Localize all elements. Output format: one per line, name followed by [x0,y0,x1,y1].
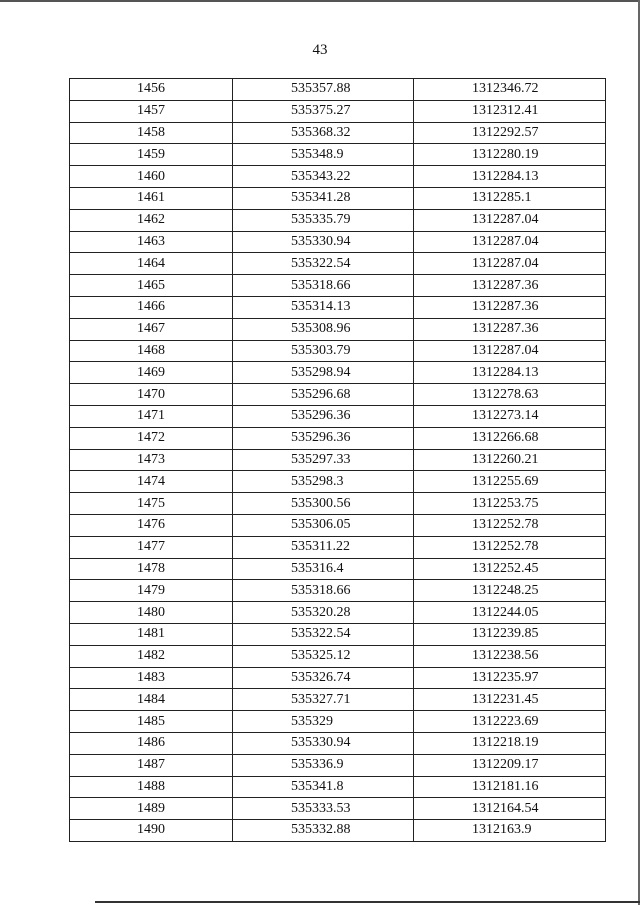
x-coordinate-cell: 535330.94 [233,231,414,253]
x-coordinate-cell: 535296.36 [233,427,414,449]
table-row [70,602,606,624]
point-number-cell: 1469 [70,362,233,384]
page-number: 43 [312,42,328,58]
point-number-cell: 1474 [70,471,233,493]
x-coordinate-cell: 535316.4 [233,558,414,580]
point-number-cell: 1477 [70,536,233,558]
point-number-cell: 1465 [70,275,233,297]
point-number-cell: 1473 [70,449,233,471]
point-number-cell: 1461 [70,187,233,209]
point-number-cell: 1464 [70,253,233,275]
x-coordinate-cell: 535341.28 [233,187,414,209]
table-row [70,209,606,231]
x-coordinate-cell: 535308.96 [233,318,414,340]
point-number-cell: 1456 [70,79,233,101]
y-coordinate-cell: 1312260.21 [414,449,606,471]
y-coordinate-cell: 1312284.13 [414,362,606,384]
x-coordinate-cell: 535303.79 [233,340,414,362]
point-number-cell: 1480 [70,602,233,624]
table-row [70,514,606,536]
table-row [70,384,606,406]
point-number-cell: 1488 [70,776,233,798]
y-coordinate-cell: 1312284.13 [414,166,606,188]
y-coordinate-cell: 1312163.9 [414,820,606,842]
y-coordinate-cell: 1312255.69 [414,471,606,493]
y-coordinate-cell: 1312164.54 [414,798,606,820]
point-number-cell: 1466 [70,296,233,318]
y-coordinate-cell: 1312252.78 [414,536,606,558]
point-number-cell: 1459 [70,144,233,166]
x-coordinate-cell: 535325.12 [233,645,414,667]
point-number-cell: 1483 [70,667,233,689]
x-coordinate-cell: 535298.3 [233,471,414,493]
x-coordinate-cell: 535335.79 [233,209,414,231]
y-coordinate-cell: 1312239.85 [414,623,606,645]
table-row [70,471,606,493]
table-row [70,79,606,101]
table-row [70,667,606,689]
table-row [70,166,606,188]
point-number-cell: 1471 [70,405,233,427]
point-number-cell: 1484 [70,689,233,711]
y-coordinate-cell: 1312287.04 [414,209,606,231]
point-number-cell: 1482 [70,645,233,667]
point-number-cell: 1479 [70,580,233,602]
table-row [70,623,606,645]
y-coordinate-cell: 1312287.36 [414,275,606,297]
y-coordinate-cell: 1312273.14 [414,405,606,427]
x-coordinate-cell: 535322.54 [233,253,414,275]
point-number-cell: 1487 [70,754,233,776]
x-coordinate-cell: 535318.66 [233,580,414,602]
y-coordinate-cell: 1312253.75 [414,493,606,515]
y-coordinate-cell: 1312248.25 [414,580,606,602]
point-number-cell: 1478 [70,558,233,580]
y-coordinate-cell: 1312285.1 [414,187,606,209]
x-coordinate-cell: 535330.94 [233,732,414,754]
point-number-cell: 1457 [70,100,233,122]
y-coordinate-cell: 1312252.45 [414,558,606,580]
x-coordinate-cell: 535357.88 [233,79,414,101]
table-row [70,144,606,166]
x-coordinate-cell: 535320.28 [233,602,414,624]
table-row [70,776,606,798]
x-coordinate-cell: 535343.22 [233,166,414,188]
table-row [70,580,606,602]
table-row [70,296,606,318]
table-row [70,275,606,297]
table-row [70,231,606,253]
x-coordinate-cell: 535297.33 [233,449,414,471]
y-coordinate-cell: 1312287.36 [414,318,606,340]
x-coordinate-cell: 535298.94 [233,362,414,384]
x-coordinate-cell: 535336.9 [233,754,414,776]
table-row [70,340,606,362]
y-coordinate-cell: 1312231.45 [414,689,606,711]
point-number-cell: 1460 [70,166,233,188]
x-coordinate-cell: 535348.9 [233,144,414,166]
table-row [70,493,606,515]
x-coordinate-cell: 535341.8 [233,776,414,798]
point-number-cell: 1467 [70,318,233,340]
y-coordinate-cell: 1312287.36 [414,296,606,318]
point-number-cell: 1463 [70,231,233,253]
point-number-cell: 1481 [70,623,233,645]
x-coordinate-cell: 535314.13 [233,296,414,318]
y-coordinate-cell: 1312287.04 [414,253,606,275]
y-coordinate-cell: 1312266.68 [414,427,606,449]
table-row [70,100,606,122]
x-coordinate-cell: 535322.54 [233,623,414,645]
x-coordinate-cell: 535375.27 [233,100,414,122]
point-number-cell: 1489 [70,798,233,820]
table-row [70,645,606,667]
y-coordinate-cell: 1312218.19 [414,732,606,754]
point-number-cell: 1472 [70,427,233,449]
y-coordinate-cell: 1312287.04 [414,340,606,362]
y-coordinate-cell: 1312292.57 [414,122,606,144]
x-coordinate-cell: 535326.74 [233,667,414,689]
point-number-cell: 1475 [70,493,233,515]
table-row [70,820,606,842]
point-number-cell: 1458 [70,122,233,144]
x-coordinate-cell: 535300.56 [233,493,414,515]
table-row [70,536,606,558]
x-coordinate-cell: 535329 [233,711,414,733]
table-row [70,318,606,340]
x-coordinate-cell: 535332.88 [233,820,414,842]
table-row [70,449,606,471]
x-coordinate-cell: 535311.22 [233,536,414,558]
scan-edge-top [0,0,640,2]
coordinates-table-body [70,79,606,842]
table-row [70,689,606,711]
y-coordinate-cell: 1312312.41 [414,100,606,122]
y-coordinate-cell: 1312252.78 [414,514,606,536]
y-coordinate-cell: 1312238.56 [414,645,606,667]
y-coordinate-cell: 1312235.97 [414,667,606,689]
scan-edge-bottom [95,901,640,903]
table-row [70,711,606,733]
point-number-cell: 1486 [70,732,233,754]
x-coordinate-cell: 535333.53 [233,798,414,820]
coordinates-table [69,78,606,842]
y-coordinate-cell: 1312280.19 [414,144,606,166]
point-number-cell: 1470 [70,384,233,406]
y-coordinate-cell: 1312278.63 [414,384,606,406]
table-row [70,558,606,580]
y-coordinate-cell: 1312181.16 [414,776,606,798]
point-number-cell: 1468 [70,340,233,362]
table-row [70,754,606,776]
table-row [70,122,606,144]
point-number-cell: 1485 [70,711,233,733]
y-coordinate-cell: 1312223.69 [414,711,606,733]
table-row [70,798,606,820]
x-coordinate-cell: 535306.05 [233,514,414,536]
x-coordinate-cell: 535327.71 [233,689,414,711]
point-number-cell: 1490 [70,820,233,842]
x-coordinate-cell: 535318.66 [233,275,414,297]
x-coordinate-cell: 535296.68 [233,384,414,406]
y-coordinate-cell: 1312346.72 [414,79,606,101]
table-row [70,362,606,384]
y-coordinate-cell: 1312244.05 [414,602,606,624]
table-row [70,427,606,449]
y-coordinate-cell: 1312287.04 [414,231,606,253]
table-row [70,187,606,209]
table-row [70,405,606,427]
x-coordinate-cell: 535296.36 [233,405,414,427]
table-row [70,732,606,754]
x-coordinate-cell: 535368.32 [233,122,414,144]
y-coordinate-cell: 1312209.17 [414,754,606,776]
table-row [70,253,606,275]
point-number-cell: 1462 [70,209,233,231]
point-number-cell: 1476 [70,514,233,536]
